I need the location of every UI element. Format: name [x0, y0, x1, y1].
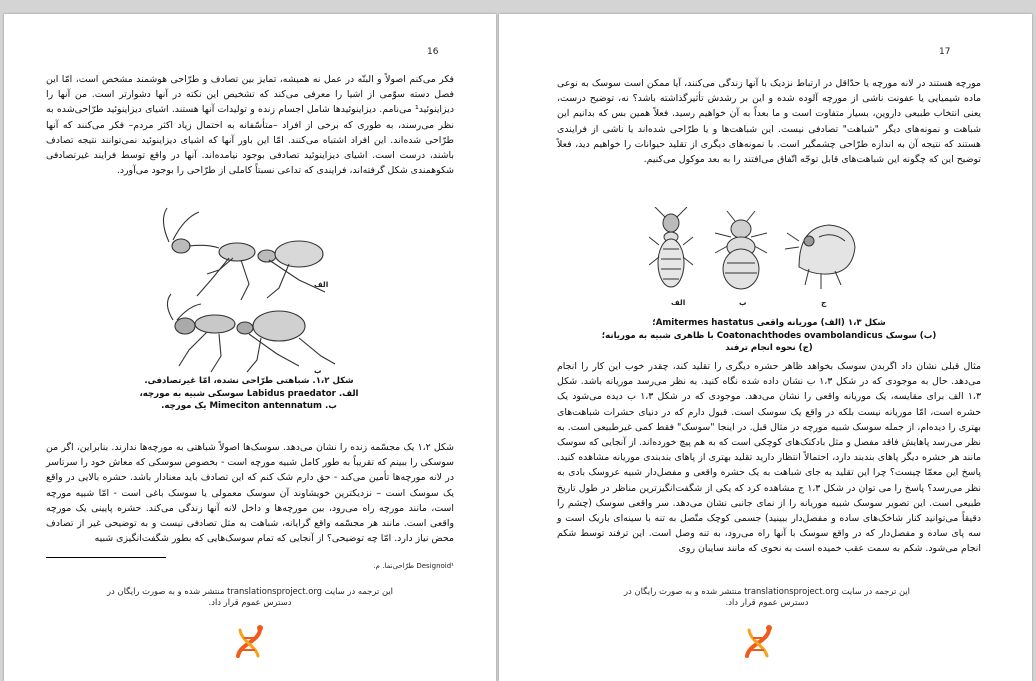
figure-caption: [589, 317, 949, 355]
dna-logo-icon: [230, 622, 268, 658]
page-number: 16: [427, 47, 439, 57]
caption-line: شکل ۱،۳ (الف) موریانه واقعی Amitermes hastatus؛: [652, 318, 886, 328]
paragraph: مورچه هستند در لانه مورچه یا حدّاقل در ارتباط نزدیک با آنها زندگی می‌کنند، آیا ممکن است سوسک به نوعی ماده شیمیایی یا عفونت ناشی از مورچه آلوده شده و این بر رشدش تأثیرگذاشته باشد؟ نه، توضیح درست، یعنی انتخاب طبیعی داروین، بسیار متفاوت است و ما بعداً به آن خواهیم رسید. فعلاً همین بس که بدانیم این شباهت و نمونه‌های دیگر "شباهت" تصادفی نیست. این شباهت‌ها و یا طرّاحی شده‌اند یا ناشی از فرایندی هستند که نتیجه آن به اندازه طرّاحی چشمگیر است. با نمونه‌های دیگری از تقلید حیوانات را خواهیم دید، فعلاً توضیح این که چگونه این شباهت‌های قابل توجّه اتّفاق می‌افتند را به بعد موکول می‌کنیم.: [557, 78, 981, 166]
termite-illustration: [649, 207, 693, 287]
footnote-rule: [46, 557, 166, 558]
footnote: Designoid¹ طرّاحی‌نما. م.: [373, 562, 454, 570]
left-page: [4, 14, 496, 681]
dna-logo-icon: [739, 622, 777, 658]
termite-figure: [649, 207, 859, 302]
figure-caption: [104, 375, 394, 413]
figure-label-b: ب: [739, 298, 747, 307]
footer-credit: [100, 586, 400, 608]
paragraph: شکل ۱،۲ یک مجسّمه زنده را نشان می‌دهد. سوسک‌ها اصولاً شباهتی به مورچه‌ها ندارند. بنابراین، اگر من سوسکی را ببینم که تقریباً به طور کامل شبیه مورچه است - بخصوص سوسکی که معاش خود را سرتاسر در لانه مورچه‌ها تأمین می‌کند - حق دارم شک کنم که این تصادف باید معنادار باشد. حشره بالایی در واقع یک سوسک است – نزدیکترین خویشاوند آن سوسک معمولی یا سوسک باغی است - امّا شبیه مورچه است، مانند مورچه راه می‌رود، بین مورچه‌ها و داخل لانه آنها زندگی می‌کند. حشره پایینی یک مورچه واقعی است. مانند هر مجسّمه واقع گرایانه، شباهت به مثل تصادفی نیست و به توضیحی غیر از تصادف محض نیاز دارد. امّا چه توضیحی؟ از آنجایی که تمام سوسک‌هایی که بطور شگفت‌انگیزی شبیه: [46, 442, 454, 545]
right-page: [499, 14, 1032, 681]
footer-line: این ترجمه در سایت translationsproject.org منتشر شده و به صورت رایگان در: [106, 586, 394, 596]
footer-line: دسترس عموم قرار داد.: [725, 597, 809, 607]
caption-line: (ج) نحوه انجام ترفند: [725, 343, 813, 353]
paragraph: فکر می‌کنم اصولاً و البتّه در عمل نه همیشه، تمایز بین تصادف و طرّاحی هوشمند مشخص است، امّا این فصل دسته سوّمی از اشیا را معرفی می‌کند که تشخیص این نکته در آنها دشوارتر است. من آنها را دیزاینوئید¹ می‌نامم. دیزاینوئیدها شامل اجسام زنده و تولیدات آنها هستند. اشیای دیزاینوئید طرّاحی‌شده به نظر می‌رسند، به طوری که برخی از افراد –متأسّفانه به احتمال زیاد اکثر مردم– فکر می‌کنند که آنها طرّاحی شده‌اند. این افراد اشتباه می‌کنند. امّا این باور آنها که اشیای دیزاینوئید نمی‌توانند نتیجه تصادف باشند، درست است. اشیای دیزاینوئید تصادفی بوجود نیامده‌اند. آنها در واقع توسط فرایند غیرتصادفی شکوهمندی شکل گرفته‌اند، فرایندی که تداعی نسبتاً کاملی از طرّاحی را بوجود می‌آورد.: [46, 74, 454, 177]
figure-label-a: الف: [671, 298, 686, 307]
ant-figure: [149, 200, 354, 385]
footer-credit: [617, 586, 917, 608]
figure-label-a: الف: [314, 280, 329, 289]
ant-illustration: [167, 294, 335, 372]
footer-line: دسترس عموم قرار داد.: [208, 597, 292, 607]
caption-line: (ب) سوسک Coatonachthodes ovambolandicus با ظاهری شبیه به موریانه؛: [601, 330, 937, 341]
paragraph: مثال قبلی نشان داد اگربدن سوسک بخواهد ظاهر حشره دیگری را تقلید کند، چقدر خوب این کار را انجام می‌دهد. حال به موجودی که در شکل ۱،۳ ب نشان داده شده نگاه کنید. به نظر می‌رسد موریانه باشد. شکل ۱،۳ الف برای مقایسه، یک موریانه واقعی را نشان می‌دهد. موجودی که در شکل ۱،۳ ب دیده می‌شود یک حشره است، امّا موریانه نیست بلکه در واقع یک سوسک است. قبول دارم که در دنیای حشرات شباهت‌های بهتری را دیده‌ام، از جمله سوسک شبیه مورچه در مثال قبل. در اینجا "سوسک" فقط کمی غیرطبیعی است. به نظر می‌رسد پاهایش فاقد مفصل و مثل بادکنک‌های کوچکی است که به هم پیچ خورده‌اند. از آنجایی که سوسک مانند هر حشره دیگر پاهای بندبند دارد، احتمالاً انتظار دارید تقلید بهتری از پاهای بندبندی موریانه مشاهده کنید. پاسخ این معمّا چیست؟ چرا این تقلید به جای شباهت به یک حشره واقعی و مفصل‌دار شبیه عروسک بادی به نظر می‌رسد؟ پاسخ را می توان در شکل ۱،۳ ج مشاهده کرد که یکی از شگفت‌انگیزترین مناظر در طول تاریخ طبیعی است. این تصویر سوسک شبیه موریانه را از نمای جانبی نشان می‌دهد. سر واقعی سوسک (چشم را دقیقاً می‌توانید کنار شاخک‌های ساده و مفصل‌دار ببینید) جسمی کوچک متّصل به تنه با سینه‌ای باریک است و سه پای ساده و مفصل‌دار که در واقع سوسک با آنها راه می‌رود، به تنه وصل است. این ترفند توسط شکم انجام می‌شود. شکم به سمت عقب خمیده است به نحوی که مانند سایبان روی: [557, 361, 981, 555]
figure-label-c: ج: [821, 298, 827, 307]
page-number: 17: [939, 47, 951, 57]
termite-mimic-beetle-illustration: [715, 211, 767, 289]
ant-beetle-illustration: [163, 208, 325, 300]
side-view-beetle-illustration: [785, 225, 855, 289]
caption-line: الف. Labidus praedator سوسکی شبیه به مورچه،: [139, 388, 359, 399]
figure-label-b: ب: [314, 366, 322, 375]
caption-line: شکل ۱،۲. شباهتی طرّاحی نشده، امّا غیرتصادفی.: [144, 376, 354, 386]
footer-line: این ترجمه در سایت translationsproject.org منتشر شده و به صورت رایگان در: [623, 586, 911, 596]
caption-line: ب. Mimeciton antennatum یک مورچه.: [161, 401, 337, 411]
